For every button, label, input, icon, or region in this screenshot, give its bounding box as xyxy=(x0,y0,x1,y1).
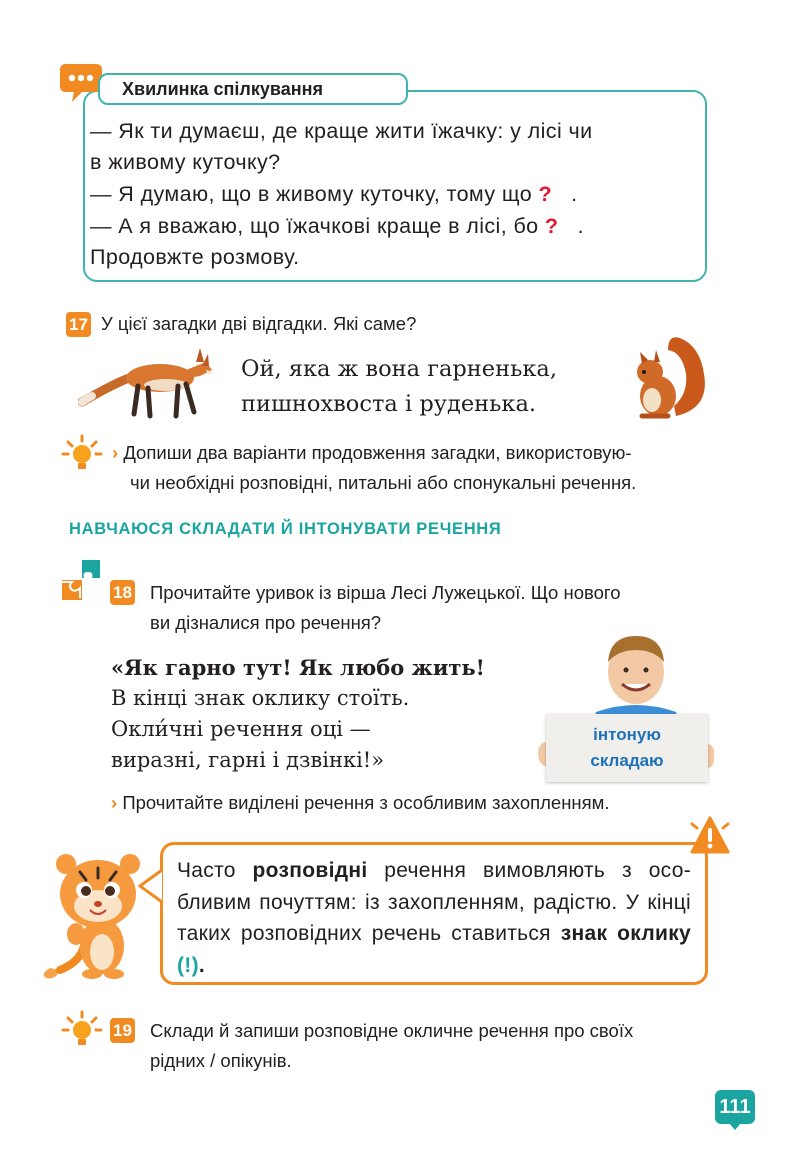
rule-keyword-2: знак оклику xyxy=(560,922,691,945)
poem-line-1: «Як гарно тут! Як любо жить! xyxy=(111,655,485,680)
task-19-text-line2: рідних / опікунів. xyxy=(150,1050,292,1071)
lightbulb-icon xyxy=(60,434,104,474)
fox-image xyxy=(78,340,218,422)
page-number: 111 xyxy=(715,1090,755,1124)
task-number-18: 18 xyxy=(110,580,135,605)
poem-line-2: В кінці знак оклику стоїть. xyxy=(111,686,410,710)
dialog-line-2: — Я думаю, що в живому куточку, тому що ? . xyxy=(90,182,578,206)
poem-line-3: Окли́чні речення оці — xyxy=(111,717,371,741)
puzzle-icon xyxy=(60,558,104,602)
task-number-17: 17 xyxy=(66,312,91,337)
speech-pointer xyxy=(138,868,164,904)
dialog-line-1b: в живому куточку? xyxy=(90,150,281,174)
exclamation-mark: (!) xyxy=(177,953,199,977)
poem-line-4: виразні, гарні і дзвінкі!» xyxy=(111,748,385,772)
sign-line-2: складаю xyxy=(590,751,664,770)
task-18-subtask: › Прочитайте виділені речення з особливим захопленням. xyxy=(111,792,610,813)
squirrel-image xyxy=(628,330,710,422)
sign-line-1: інтоную xyxy=(593,725,661,744)
rule-keyword-1: розповідні xyxy=(252,859,368,882)
riddle-line-1: Ой, яка ж вона гарненька, xyxy=(241,356,557,382)
task-17-subtask: › Допиши два варіанти продовження загадки, використовую- xyxy=(112,442,632,463)
page-number-tail xyxy=(729,1123,741,1130)
rule-box: Часто розповідні речення вимовляють з осо-бливим почуттям: із захопленням, радістю. У кінці таких розповідних речень ставиться знак оклику (!). xyxy=(160,842,708,985)
task-18-text-line1: Прочитайте уривок із вірша Лесі Лужецької. Що нового xyxy=(150,582,621,603)
task-19-text-line1: Склади й запиши розповідне окличне речення про своїх xyxy=(150,1020,634,1041)
dialog-line-1: — Як ти думаєш, де краще жити їжачку: у лісі чи xyxy=(90,119,593,143)
section-heading: НАВЧАЮСЯ СКЛАДАТИ Й ІНТОНУВАТИ РЕЧЕННЯ xyxy=(69,520,502,538)
dialog-line-3: — А я вважаю, що їжачкові краще в лісі, бо ? . xyxy=(90,214,584,238)
dialog-line-4: Продовжте розмову. xyxy=(90,245,300,269)
task-number-19: 19 xyxy=(110,1018,135,1043)
riddle-line-2: пишнохвоста і руденька. xyxy=(241,391,537,417)
task-17-text: У цієї загадки дві відгадки. Які саме? xyxy=(101,313,417,334)
sign-card xyxy=(546,714,708,782)
communication-title: Хвилинка спілкування xyxy=(98,73,408,105)
task-18-text-line2: ви дізналися про речення? xyxy=(150,612,382,633)
task-17-subtask-line2: чи необхідні розповідні, питальні або спонукальні речення. xyxy=(130,472,637,493)
lightbulb-icon-2 xyxy=(60,1010,104,1050)
